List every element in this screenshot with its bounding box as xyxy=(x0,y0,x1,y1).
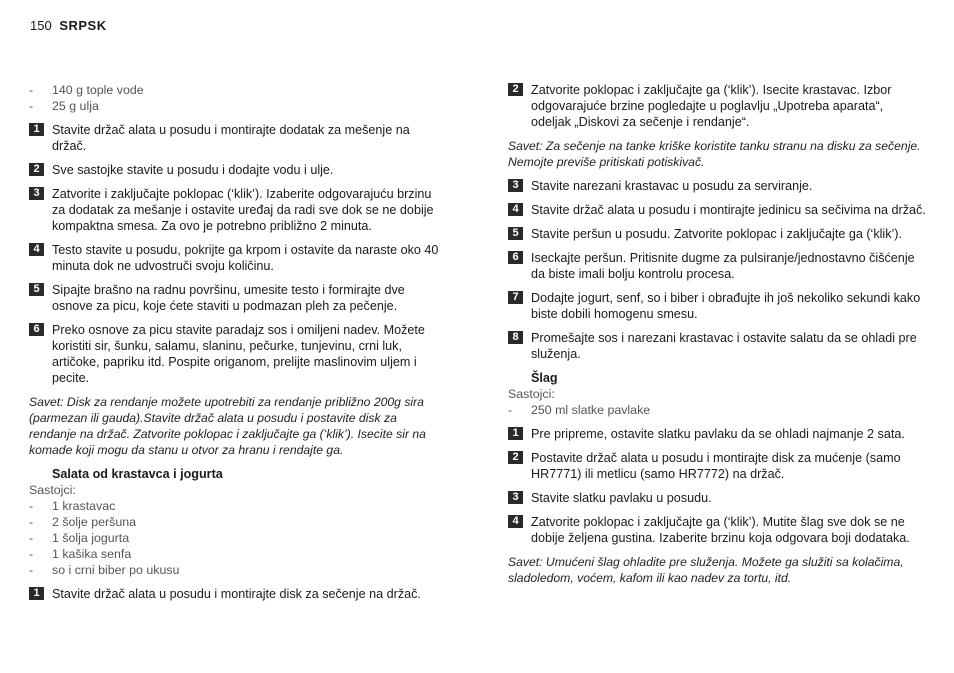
step-number-badge: 1 xyxy=(29,587,44,600)
step-number-badge: 1 xyxy=(508,427,523,440)
step-item: 8 Promešajte sos i narezani krastavac i ostavite salatu da se ohladi pre služenja. xyxy=(508,330,926,362)
page-header xyxy=(30,18,107,33)
step-item: 4 Testo stavite u posudu, pokrijte ga krpom i ostavite da naraste oko 40 minuta dok ne udvostruči svoju količinu. xyxy=(29,242,447,274)
ingredient-item: - 1 krastavac xyxy=(29,499,116,513)
step-number-badge: 4 xyxy=(508,515,523,528)
step-number-badge: 2 xyxy=(508,83,523,96)
step-item: 2 Zatvorite poklopac i zaključajte ga (‘klik’). Isecite krastavac. Izbor odgovarajuće brzine pogledajte u poglavlju „Upotreba aparata“, odeljak „Diskovi za sečenje i rendanje“. xyxy=(508,82,926,130)
step-item: 1 Stavite držač alata u posudu i montirajte disk za sečenje na držač. xyxy=(29,586,447,602)
step-item: 5 Sipajte brašno na radnu površinu, umesite testo i formirajte dve osnove za picu, koje ćete staviti u podmazan pleh za pečenje. xyxy=(29,282,447,314)
step-item: 2 Postavite držač alata u posudu i montirajte disk za mućenje (samo HR7771) ili metlicu (samo HR7772) na držač. xyxy=(508,450,926,482)
step-number-badge: 4 xyxy=(29,243,44,256)
step-number-badge: 3 xyxy=(29,187,44,200)
ingredient-item: - 250 ml slatke pavlake xyxy=(508,403,651,417)
step-number-badge: 3 xyxy=(508,491,523,504)
step-item: 2 Sve sastojke stavite u posudu i dodajte vodu i ulje. xyxy=(29,162,447,178)
ingredient-item: - so i crni biber po ukusu xyxy=(29,563,180,577)
tip-text: Savet: Disk za rendanje možete upotrebiti za rendanje približno 200g sira (parmezan ili gauda).Stavite držač alata u posudu i postavite disk za rendanje na držač. Zatvorite poklopac i zaključajte ga (‘klik’). Isecite sir na komade koji mogu da stanu u otvor za hranu i rendajte ga. xyxy=(29,395,426,457)
ingredient-item: - 1 kašika senfa xyxy=(29,547,132,561)
recipe-title: Salata od krastavca i jogurta xyxy=(52,467,223,481)
language-label: SRPSK xyxy=(59,18,107,33)
ingredients-label: Sastojci: xyxy=(29,483,76,497)
ingredients-label: Sastojci: xyxy=(508,387,555,401)
step-number-badge: 6 xyxy=(29,323,44,336)
step-item: 1 Pre pripreme, ostavite slatku pavlaku da se ohladi najmanje 2 sata. xyxy=(508,426,926,442)
step-number-badge: 2 xyxy=(508,451,523,464)
step-item: 1 Stavite držač alata u posudu i montirajte dodatak za mešenje na držač. xyxy=(29,122,447,154)
step-item: 3 Stavite narezani krastavac u posudu za serviranje. xyxy=(508,178,926,194)
page-number: 150 xyxy=(30,18,52,33)
ingredient-item: - 2 šolje peršuna xyxy=(29,515,137,529)
step-item: 4 Stavite držač alata u posudu i montirajte jedinicu sa sečivima na držač. xyxy=(508,202,926,218)
tip-text: Savet: Za sečenje na tanke kriške koristite tanku stranu na disku za sečenje. Nemojte previše pritiskati potiskivač. xyxy=(508,139,921,169)
step-number-badge: 3 xyxy=(508,179,523,192)
ingredient-item: - 1 šolja jogurta xyxy=(29,531,130,545)
step-item: 4 Zatvorite poklopac i zaključajte ga (‘klik’). Mutite šlag sve dok se ne dobije željena gustina. Izaberite brzinu koja odgovara boji dodataka. xyxy=(508,514,926,546)
left-column xyxy=(29,82,447,602)
step-number-badge: 5 xyxy=(508,227,523,240)
recipe-title: Šlag xyxy=(531,371,558,385)
step-item: 6 Iseckajte peršun. Pritisnite dugme za pulsiranje/jednostavno čišćenje da biste imali bolju kontrolu procesa. xyxy=(508,250,926,282)
step-number-badge: 8 xyxy=(508,331,523,344)
tip-text: Savet: Umućeni šlag ohladite pre služenja. Možete ga služiti sa kolačima, sladoledom, voćem, kafom ili kao nadev za tortu, itd. xyxy=(508,555,904,585)
step-number-badge: 5 xyxy=(29,283,44,296)
step-number-badge: 2 xyxy=(29,163,44,176)
ingredient-item: - 25 g ulja xyxy=(29,99,99,113)
right-column xyxy=(508,82,926,586)
step-number-badge: 1 xyxy=(29,123,44,136)
step-item: 7 Dodajte jogurt, senf, so i biber i obrađujte ih još nekoliko sekundi kako biste dobili homogenu smesu. xyxy=(508,290,926,322)
step-number-badge: 7 xyxy=(508,291,523,304)
step-number-badge: 4 xyxy=(508,203,523,216)
step-item: 6 Preko osnove za picu stavite paradajz sos i omiljeni nadev. Možete koristiti sir, šunku, salamu, slaninu, pečurke, tunjevinu, crni luk, artičoke, papriku itd. Pospite origanom, prelijte maslinovim uljem i pecite. xyxy=(29,322,447,386)
step-item: 5 Stavite peršun u posudu. Zatvorite poklopac i zaključajte ga (‘klik’). xyxy=(508,226,926,242)
step-item: 3 Stavite slatku pavlaku u posudu. xyxy=(508,490,926,506)
step-item: 3 Zatvorite i zaključajte poklopac (‘klik’). Izaberite odgovarajuću brzinu za dodatak za mešanje i ostavite uređaj da radi sve dok se ne dobije kompaktna smesa. Za ovo je potrebno približno 2 minuta. xyxy=(29,186,447,234)
step-number-badge: 6 xyxy=(508,251,523,264)
ingredient-item: - 140 g tople vode xyxy=(29,83,144,97)
